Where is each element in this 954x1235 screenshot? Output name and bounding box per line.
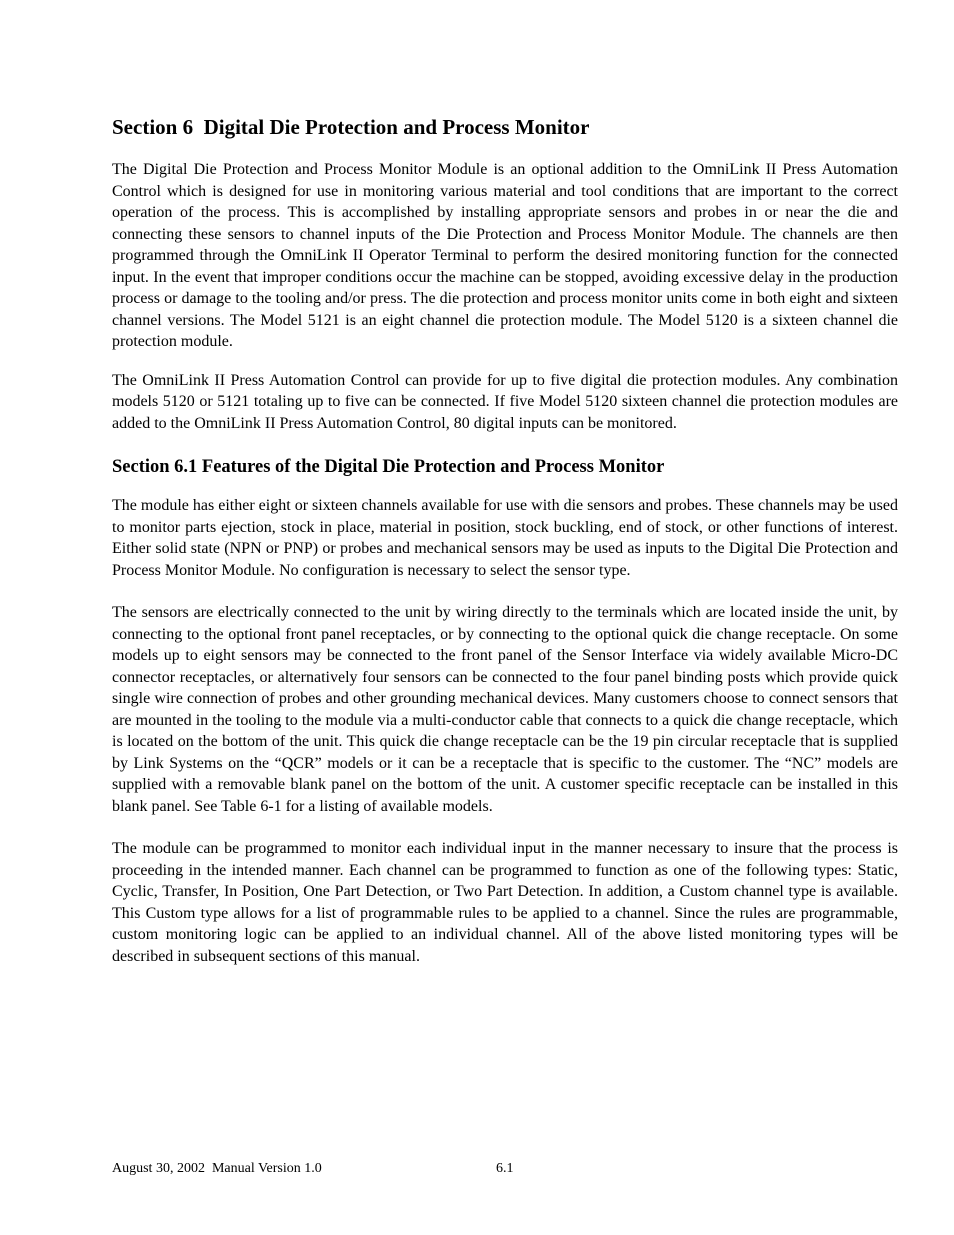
subsection-paragraph-2: The sensors are electrically connected to the unit by wiring directly to the terminals which are located inside the unit, by connecting to the optional front panel receptacles, or by connecting to the optional quick die change receptacle. On some models up to eight sensors may be connected to the front panel of the Sensor Interface via widely available Micro-DC connector receptacles, or alternatively four sensors can be connected to the four panel binding posts which provide quick single wire connection of probes and other grounding mechanical devices. Many customers choose to connect sensors that are mounted in the tooling to the module via a multi-conductor cable that connects to a quick die change receptacle, which is located on the bottom of the unit. This quick die change receptacle can be the 19 pin circular receptacle that is supplied by Link Systems on the “QCR” models or it can be a receptacle that is specific to the customer. The “NC” models are supplied with a removable blank panel on the bottom of the unit. A customer specific receptacle can be installed in this blank panel. See Table 6-1 for a listing of available models. (112, 604, 898, 815)
document-page (112, 112, 898, 984)
subsection-title: Section 6.1 Features of the Digital Die Protection and Process Monitor (112, 457, 665, 477)
section-paragraph-2: The OmniLink II Press Automation Control can provide for up to five digital die protection modules. Any combination models 5120 or 5121 totaling up to five can be connected. If five Model 5120 sixteen channel die protection modules are added to the OmniLink II Press Automation Control, 80 digital inputs can be monitored. (112, 371, 898, 432)
footer-date-version: August 30, 2002 Manual Version 1.0 (112, 1161, 322, 1176)
subsection-paragraph-1: The module has either eight or sixteen channels available for use with die sensors and probes. These channels may be used to monitor parts ejection, stock in place, material in position, stock buckling, end of stock, or other functions of interest. Either solid state (NPN or PNP) or probes and mechanical sensors may be used as inputs to the Digital Die Protection and Process Monitor Module. No configuration is necessary to select the sensor type. (112, 497, 898, 579)
section-title: Section 6 Digital Die Protection and Process Monitor (112, 115, 590, 139)
footer-page-number: 6.1 (496, 1161, 514, 1176)
subsection-paragraph-3: The module can be programmed to monitor each individual input in the manner necessary to insure that the process is proceeding in the intended manner. Each channel can be programmed to function as one of the following types: Static, Cyclic, Transfer, In Position, One Part Detection, or Two Part Detection. In addition, a Custom channel type is available. This Custom type allows for a list of programmable rules to be applied to a channel. Since the rules are programmable, custom monitoring logic can be applied to an individual channel. All of the above listed monitoring types will be described in subsequent sections of this manual. (112, 840, 898, 965)
section-paragraph-1: The Digital Die Protection and Process Monitor Module is an optional addition to the OmniLink II Press Automation Control which is designed for use in monitoring various material and tool conditions that are important to the correct operation of the process. This is accomplished by installing appropriate sensors and probes in or near the die and connecting these sensors to channel inputs of the Die Protection and Process Monitor Module. The channels are then programmed through the OmniLink II Operator Terminal to perform the desired monitoring function for the connected input. In the event that improper conditions occur the machine can be stopped, avoiding excessive delay in the production process or damage to the tooling and/or press. The die protection and process monitor units come in both eight and sixteen channel versions. The Model 5121 is an eight channel die protection module. The Model 5120 is a sixteen channel die protection module. (112, 161, 898, 350)
